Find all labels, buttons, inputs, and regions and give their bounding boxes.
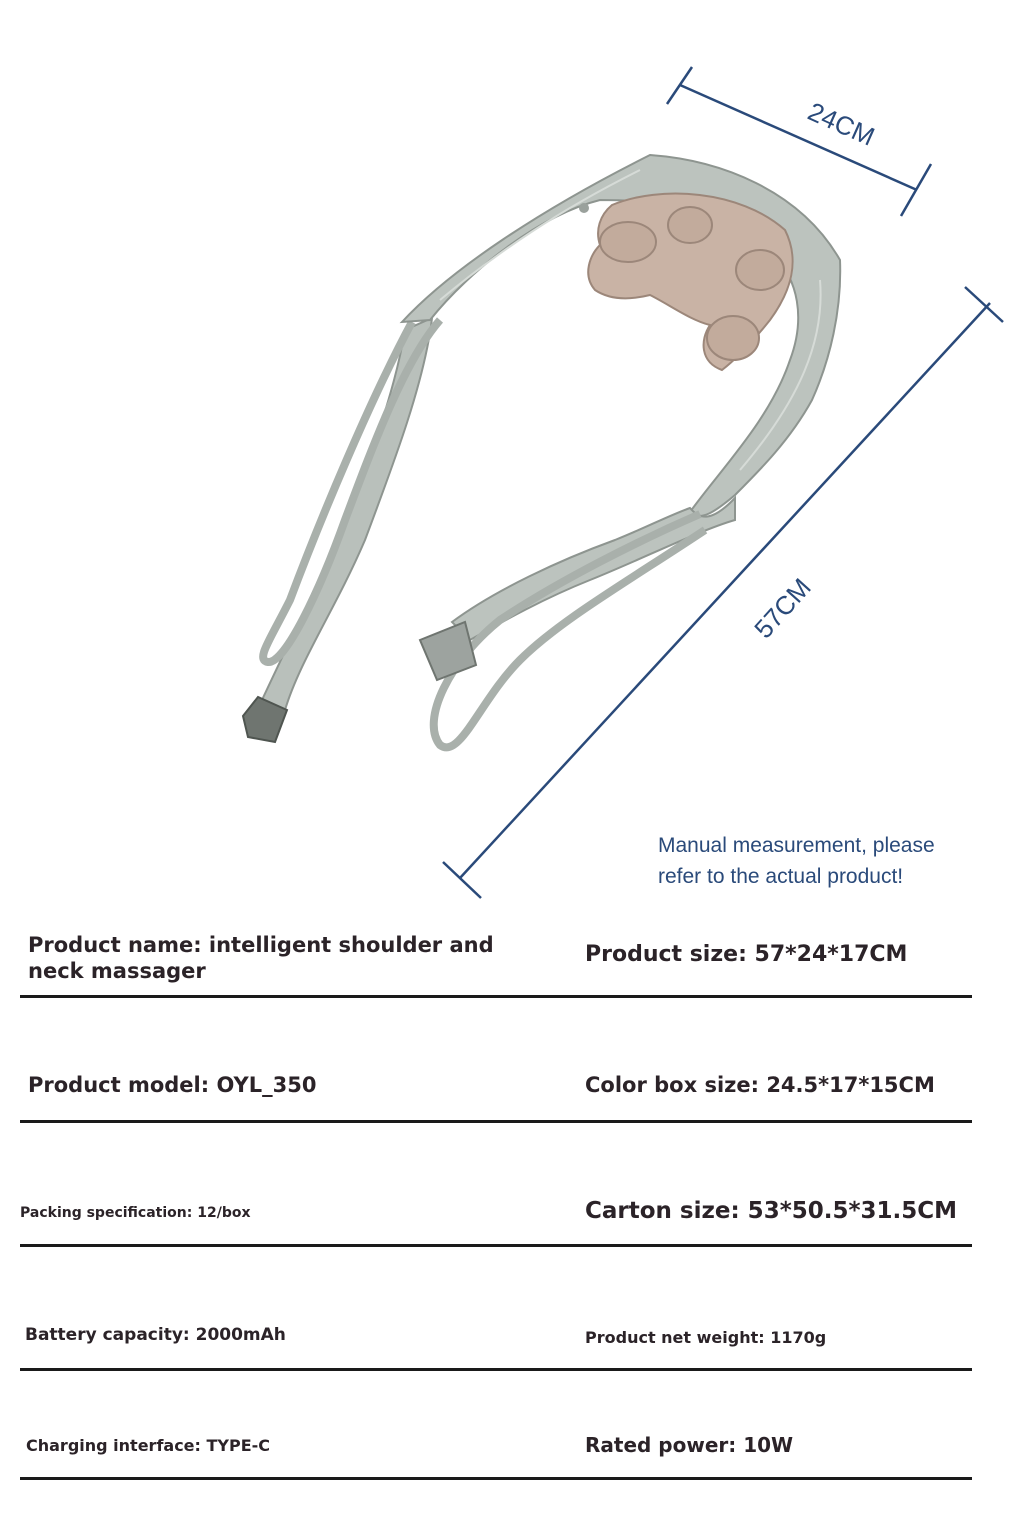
spec-rated-power: Rated power: 10W: [585, 1433, 794, 1457]
measurement-note-line2: refer to the actual product!: [658, 865, 904, 888]
divider: [20, 1244, 972, 1247]
spec-charging: Charging interface: TYPE-C: [26, 1436, 271, 1455]
spec-battery: Battery capacity: 2000mAh: [25, 1325, 286, 1345]
massager-image: [243, 155, 840, 747]
spec-net-weight: Product net weight: 1170g: [585, 1328, 827, 1347]
spec-product-size: Product size: 57*24*17CM: [585, 942, 908, 967]
measurement-note: [658, 830, 988, 892]
spec-packing: Packing specification: 12/box: [20, 1205, 251, 1221]
divider: [20, 995, 972, 998]
length-dimension-label: 57CM: [748, 572, 817, 645]
width-dimension-label: 24CM: [803, 96, 880, 152]
spec-product-model: Product model: OYL_350: [28, 1073, 317, 1097]
spec-color-box-size: Color box size: 24.5*17*15CM: [585, 1073, 935, 1097]
spec-carton-size: Carton size: 53*50.5*31.5CM: [585, 1198, 958, 1224]
divider: [20, 1120, 972, 1123]
measurement-note-line1: Manual measurement, please: [658, 834, 935, 857]
divider: [20, 1477, 972, 1480]
divider: [20, 1368, 972, 1371]
spec-product-name: Product name: intelligent shoulder and neck massager: [28, 933, 494, 983]
